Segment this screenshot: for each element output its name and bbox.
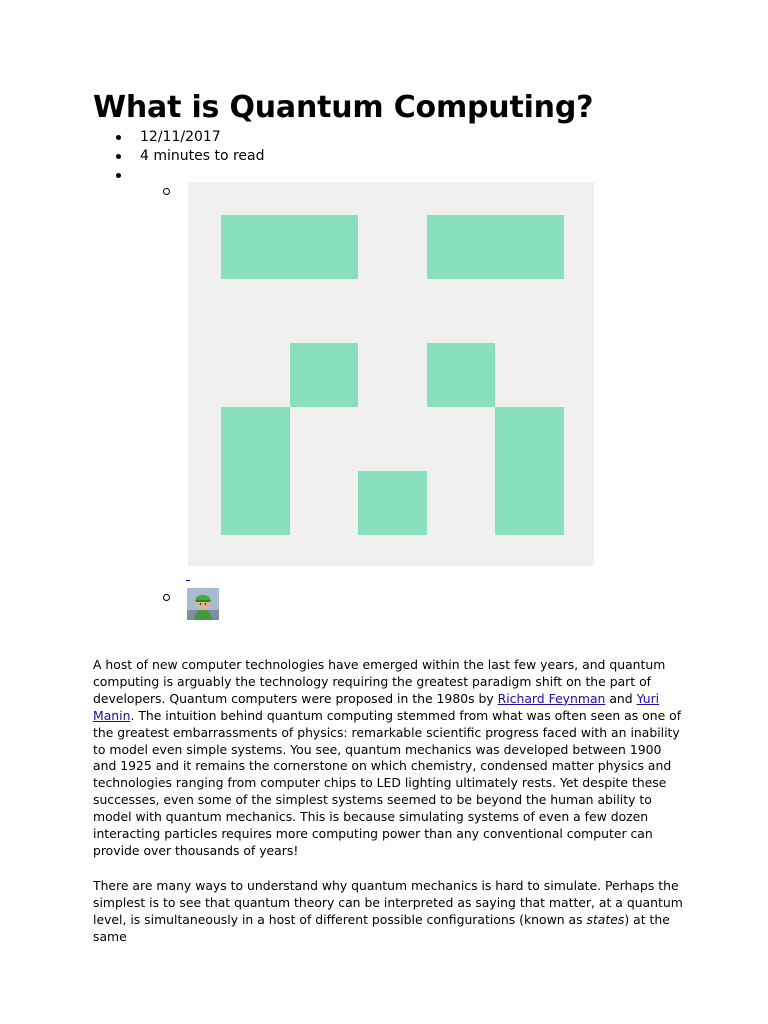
- sub-bullet-icon: [163, 188, 170, 195]
- read-time: 4 minutes to read: [140, 148, 265, 164]
- date-item: [93, 128, 265, 147]
- identicon-cell: [358, 471, 427, 535]
- identicon-cell: [221, 471, 290, 535]
- identicon-cell: [427, 343, 496, 407]
- bullet-icon: [116, 154, 121, 159]
- publish-date: 12/11/2017: [140, 129, 221, 145]
- states-emphasis: states: [586, 911, 625, 927]
- intro-paragraph: A host of new computer technologies have emerged within the last few years, and quantum computing is arguably the technology requiring the greatest paradigm shift on the part of developers. Quantum computers were proposed in the 1980s by Richard Feynman and Yuri Manin. The intuition behind quantum computing stemmed from what was often seen as one of the greatest embarrassments of physics: remarkable scientific progress faced with an inability to model even simple systems. You see, quantum mechanics was developed between 1900 and 1925 and it remains the cornerstone on which chemistry, condensed matter physics and technologies ranging from computer chips to LED lighting ultimately rests. Yet despite these successes, even some of the simplest systems seemed to be beyond the human ability to model with quantum mechanics. This is because simulating systems of even a few dozen interacting particles requires more computing power than any conventional computer can provide over thousands of years!: [93, 657, 682, 858]
- page-title: What is Quantum Computing?: [93, 90, 594, 125]
- article-metadata-list: [93, 128, 265, 185]
- bullet-icon: [116, 173, 121, 178]
- identicon-cell: [290, 215, 359, 279]
- read-time-item: [93, 147, 265, 166]
- identicon-cell: [495, 215, 564, 279]
- identicon-cell: [427, 215, 496, 279]
- bullet-icon: [116, 135, 121, 140]
- richard-feynman-link[interactable]: Richard Feynman: [497, 690, 606, 706]
- contributor-link[interactable]: [186, 580, 190, 581]
- second-paragraph: There are many ways to understand why quantum mechanics is hard to simulate. Perhaps the simplest is to see that quantum theory can be interpreted as saying that matter, at a quantum level, is simultaneously in a host of different possible configurations (known as states) at the same: [93, 878, 683, 944]
- contributor-identicon[interactable]: [188, 182, 594, 566]
- identicon-cell: [495, 471, 564, 535]
- yuri-manin-link[interactable]: Yuri Manin: [93, 690, 660, 723]
- contributor-avatar-icon[interactable]: [187, 588, 219, 620]
- identicon-cell: [221, 407, 290, 471]
- sub-bullet-icon: [163, 594, 170, 601]
- identicon-cell: [290, 343, 359, 407]
- identicon-cell: [221, 215, 290, 279]
- identicon-cell: [495, 407, 564, 471]
